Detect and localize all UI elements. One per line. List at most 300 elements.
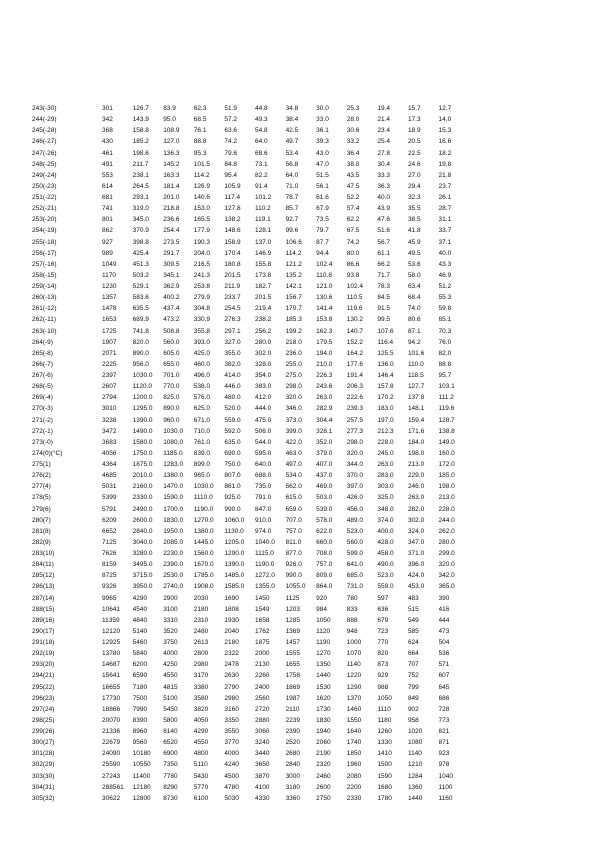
value-cell: 84.8 — [224, 160, 238, 168]
value-cell: 1070 — [346, 650, 362, 658]
value-cell: 62.3 — [193, 105, 207, 112]
row-label-cell: 276(2) — [32, 472, 51, 480]
value-cell: 32.3 — [407, 194, 421, 201]
value-cell: 988 — [377, 683, 389, 691]
value-cell: 319.0 — [132, 205, 149, 213]
value-cell: 70.3 — [438, 327, 452, 335]
value-cell: 19.4 — [377, 105, 390, 112]
value-cell: 4000 — [224, 750, 239, 758]
value-cell: 33.3 — [377, 171, 390, 179]
value-cell: 83.9 — [163, 105, 176, 112]
value-cell: 26.1 — [438, 194, 452, 201]
value-cell: 345.1 — [163, 271, 180, 279]
value-cell: 9560 — [132, 739, 148, 747]
value-cell: 74.2 — [346, 238, 360, 246]
row-label-cell: 253(-20) — [32, 216, 57, 224]
value-cell: 780 — [346, 594, 358, 602]
value-cell: 43.9 — [377, 205, 390, 213]
value-cell: 49.5 — [407, 249, 421, 257]
value-cell: 2680 — [285, 750, 301, 758]
value-cell: 2060 — [316, 739, 331, 747]
value-cell: 12800 — [132, 794, 151, 802]
table-row — [32, 559, 469, 570]
row-label-cell: 273(-0) — [32, 438, 53, 446]
value-cell: 847.0 — [254, 505, 272, 513]
value-cell: 2260 — [254, 672, 270, 680]
value-cell: 57.2 — [224, 116, 238, 124]
table-row — [32, 259, 469, 270]
row-label-cell: 270(-3) — [32, 405, 53, 413]
value-cell: 1260 — [377, 728, 392, 735]
value-cell: 1330 — [377, 739, 392, 747]
value-cell: 110.5 — [346, 294, 363, 302]
value-cell: 117.4 — [224, 194, 241, 201]
row-label-cell: 269(-4) — [32, 394, 53, 402]
value-cell: 958 — [407, 716, 419, 724]
value-cell: 127.7 — [407, 383, 425, 391]
value-cell: 17.3 — [407, 116, 421, 124]
value-cell: 3550 — [224, 728, 239, 735]
value-cell: 770 — [377, 639, 389, 646]
row-label-cell: 249(-24) — [32, 171, 57, 179]
value-cell: 368 — [102, 127, 113, 135]
value-cell: 529.1 — [132, 283, 149, 290]
value-cell: 146.9 — [254, 249, 272, 257]
row-label-cell: 285(12) — [32, 572, 55, 580]
value-cell: 119.6 — [438, 405, 455, 413]
value-cell: 61.1 — [377, 249, 390, 257]
table-row — [32, 225, 469, 236]
value-cell: 3440 — [254, 750, 270, 758]
value-cell: 143.9 — [132, 116, 149, 124]
value-cell: 645 — [438, 683, 450, 691]
value-cell: 10550 — [132, 761, 151, 769]
value-cell: 273.5 — [163, 238, 180, 246]
value-cell: 583.6 — [132, 294, 149, 302]
value-cell: 88.8 — [193, 138, 207, 146]
value-cell: 2840 — [285, 761, 301, 769]
value-cell: 506.0 — [254, 427, 272, 435]
value-cell: 1460 — [346, 705, 362, 713]
value-cell: 31.1 — [438, 216, 452, 224]
value-cell: 275.0 — [285, 372, 302, 379]
value-cell: 4050 — [193, 716, 209, 724]
table-row — [32, 381, 469, 392]
value-cell: 416 — [438, 605, 450, 613]
value-cell: 888 — [346, 616, 358, 624]
value-cell: 625.0 — [193, 405, 211, 413]
value-cell: 2225 — [102, 360, 117, 368]
value-cell: 461 — [102, 149, 113, 157]
value-cell: 5399 — [102, 494, 117, 502]
value-cell: 127.0 — [163, 138, 180, 146]
value-cell: 1190 — [316, 639, 331, 646]
row-label-cell: 244(-29) — [32, 116, 57, 124]
value-cell: 3495.0 — [132, 561, 153, 569]
value-cell: 213.0 — [438, 494, 455, 502]
value-cell: 399.0 — [285, 427, 302, 435]
value-cell: 347.0 — [407, 538, 425, 546]
table-row — [32, 136, 469, 147]
value-cell: 118.5 — [407, 372, 424, 379]
value-cell: 33.2 — [346, 138, 360, 146]
value-cell: 469.0 — [316, 483, 333, 491]
value-cell: 30.6 — [346, 127, 360, 135]
row-label-cell: 274(0)(°C) — [32, 449, 63, 457]
value-cell: 489.0 — [346, 516, 364, 524]
value-cell: 16655 — [102, 683, 121, 691]
value-cell: 2600.0 — [132, 516, 153, 524]
value-cell: 1160 — [438, 794, 453, 802]
value-cell: 444.0 — [254, 405, 272, 413]
value-cell: 1585.0 — [224, 583, 245, 591]
value-cell: 536 — [438, 650, 450, 658]
value-cell: 6520 — [163, 739, 178, 747]
value-cell: 19.8 — [438, 160, 452, 168]
value-cell: 20.5 — [407, 138, 421, 146]
value-cell: 6100 — [193, 794, 209, 802]
table-row — [32, 726, 469, 737]
value-cell: 146.4 — [377, 372, 394, 379]
value-cell: 1270 — [316, 650, 331, 658]
value-cell: 571 — [438, 661, 450, 669]
value-cell: 5770 — [193, 783, 209, 791]
value-cell: 68.5 — [193, 116, 207, 124]
value-cell: 2330 — [346, 794, 362, 802]
value-cell: 76.1 — [193, 127, 207, 135]
value-cell: 5800 — [163, 716, 178, 724]
value-cell: 5791 — [102, 505, 117, 513]
value-cell: 2790 — [224, 683, 239, 691]
value-cell: 382.0 — [224, 360, 241, 368]
table-row — [32, 359, 469, 370]
value-cell: 243.6 — [316, 383, 333, 391]
value-cell: 25.4 — [377, 138, 390, 146]
value-cell: 180.8 — [224, 260, 241, 268]
value-cell: 849 — [407, 694, 419, 702]
value-cell: 757.0 — [285, 527, 302, 535]
value-cell: 523.0 — [346, 527, 364, 535]
table-row — [32, 481, 469, 492]
value-cell: 2130 — [254, 661, 270, 669]
value-cell: 2600 — [316, 783, 331, 791]
value-cell: 38.0 — [346, 160, 360, 168]
value-cell: 3380 — [193, 683, 209, 691]
value-cell: 1580.0 — [132, 438, 153, 446]
value-cell: 752 — [407, 672, 419, 680]
value-cell: 974.0 — [254, 527, 272, 535]
value-cell: 64.0 — [285, 171, 299, 179]
value-cell: 107.6 — [377, 327, 394, 335]
value-cell: 219.4 — [254, 305, 272, 313]
value-cell: 156.7 — [285, 294, 302, 302]
value-cell: 102.4 — [346, 283, 364, 290]
table-row — [32, 348, 469, 359]
value-cell: 1640 — [346, 728, 362, 735]
value-cell: 324.0 — [407, 527, 425, 535]
value-cell: 1355.0 — [254, 583, 275, 591]
value-cell: 825.0 — [163, 394, 180, 402]
value-cell: 4550 — [163, 672, 178, 680]
row-label-cell: 297(24) — [32, 705, 55, 713]
value-cell: 1560.0 — [193, 550, 214, 557]
value-cell: 38.5 — [407, 216, 421, 224]
value-cell: 170.7 — [285, 305, 302, 313]
value-cell: 155.8 — [254, 260, 272, 268]
value-cell: 74.2 — [224, 138, 238, 146]
value-cell: 707.0 — [285, 516, 302, 524]
value-cell: 53.6 — [407, 260, 421, 268]
value-cell: 4240 — [224, 761, 239, 769]
value-cell: 1283.0 — [163, 461, 184, 468]
row-label-cell: 283(10) — [32, 550, 55, 557]
value-cell: 110.8 — [316, 271, 332, 279]
value-cell: 355.8 — [193, 327, 211, 335]
value-cell: 370.9 — [132, 227, 149, 235]
row-label-cell: 281(8) — [32, 527, 51, 535]
value-cell: 424.0 — [407, 572, 425, 580]
value-cell: 11400 — [132, 772, 151, 780]
value-cell: 821 — [438, 728, 450, 735]
table-row — [32, 570, 469, 581]
value-cell: 303.0 — [377, 483, 394, 491]
value-cell: 82.0 — [438, 349, 452, 357]
value-cell: 1457 — [285, 639, 301, 646]
value-cell: 99.5 — [377, 316, 390, 324]
value-cell: 1230 — [102, 283, 117, 290]
value-cell: 12.7 — [438, 105, 452, 112]
value-cell: 4685 — [102, 472, 117, 480]
value-cell: 302.0 — [254, 349, 272, 357]
value-cell: 496.0 — [193, 372, 211, 379]
value-cell: 30622 — [102, 794, 121, 802]
value-cell: 920 — [316, 594, 328, 602]
value-cell: 24090 — [102, 750, 121, 758]
value-cell: 40.0 — [377, 194, 390, 201]
value-cell: 95.4 — [224, 171, 238, 179]
value-cell: 67.9 — [316, 205, 329, 213]
value-cell: 965.0 — [193, 472, 211, 480]
value-cell: 483 — [407, 594, 419, 602]
value-cell: 839.0 — [193, 449, 211, 457]
value-cell: 2530.0 — [163, 572, 184, 580]
table-row — [32, 693, 469, 704]
row-label-cell: 264(-9) — [32, 338, 53, 346]
value-cell: 707 — [407, 661, 419, 669]
value-cell: 5031 — [102, 483, 117, 491]
value-cell: 301 — [102, 105, 113, 112]
value-cell: 397.0 — [346, 483, 364, 491]
value-cell: 153.0 — [193, 205, 211, 213]
value-cell: 86.6 — [346, 260, 360, 268]
value-cell: 27.0 — [407, 171, 421, 179]
value-cell: 3770 — [224, 739, 239, 747]
value-cell: 622.0 — [316, 527, 333, 535]
value-cell: 3060 — [254, 728, 270, 735]
value-cell: 56.1 — [316, 182, 329, 190]
value-cell: 890.0 — [132, 349, 149, 357]
value-cell: 342 — [102, 116, 113, 124]
table-row — [32, 314, 469, 325]
value-cell: 57.4 — [346, 205, 360, 213]
value-cell: 3870 — [254, 772, 270, 780]
value-cell: 923 — [438, 750, 450, 758]
value-cell: 44.8 — [254, 105, 268, 112]
value-cell: 1445.0 — [193, 538, 214, 546]
table-row — [32, 470, 469, 481]
value-cell: 3520 — [163, 627, 178, 635]
value-cell: 38.4 — [285, 116, 299, 124]
value-cell: 400.0 — [377, 527, 394, 535]
value-cell: 67.5 — [346, 227, 360, 235]
row-label-cell: 289(16) — [32, 616, 55, 624]
value-cell: 1030.0 — [193, 483, 214, 491]
value-cell: 1590.0 — [163, 494, 184, 502]
value-cell: 164.2 — [346, 349, 364, 357]
value-cell: 148.6 — [224, 227, 241, 235]
value-cell: 3360 — [285, 794, 301, 802]
value-cell: 2180 — [193, 605, 209, 613]
value-cell: 304.4 — [316, 416, 333, 424]
value-cell: 145.2 — [163, 160, 180, 168]
table-body — [32, 103, 469, 804]
value-cell: 1380.0 — [193, 527, 214, 535]
value-cell: 504 — [438, 639, 450, 646]
value-cell: 446.0 — [224, 383, 241, 391]
value-cell: 520.0 — [224, 405, 241, 413]
value-cell: 17730 — [102, 694, 121, 702]
value-cell: 7350 — [163, 761, 178, 769]
value-cell: 1440 — [316, 672, 331, 680]
table-row — [32, 303, 469, 314]
value-cell: 282.0 — [407, 505, 425, 513]
value-cell: 5460 — [132, 639, 148, 646]
value-cell: 820 — [377, 650, 389, 658]
value-cell: 655.0 — [163, 360, 180, 368]
table-row — [32, 148, 469, 159]
row-label-cell: 278(5) — [32, 494, 51, 502]
row-label-cell: 293(20) — [32, 661, 55, 669]
value-cell: 125.5 — [377, 349, 394, 357]
value-cell: 741.8 — [132, 327, 149, 335]
value-cell: 374.0 — [377, 516, 394, 524]
table-row — [32, 659, 469, 670]
value-cell: 228.0 — [377, 438, 394, 446]
table-row — [32, 181, 469, 192]
value-cell: 444 — [438, 616, 450, 624]
table-row — [32, 426, 469, 437]
value-cell: 2190 — [316, 750, 331, 758]
value-cell: 79.7 — [316, 227, 329, 235]
value-cell: 43.3 — [438, 260, 452, 268]
value-cell: 56.8 — [285, 160, 299, 168]
value-cell: 152.2 — [346, 338, 364, 346]
value-cell: 15.3 — [438, 127, 452, 135]
value-cell: 342.0 — [438, 572, 455, 580]
value-cell: 671.0 — [193, 416, 211, 424]
row-label-cell: 260(-13) — [32, 294, 57, 302]
row-label-cell: 266(-7) — [32, 360, 53, 368]
value-cell: 185.3 — [285, 316, 302, 324]
value-cell: 1808 — [224, 605, 239, 613]
value-cell: 320.0 — [438, 561, 455, 569]
table-row — [32, 125, 469, 136]
value-cell: 728 — [438, 705, 450, 713]
value-cell: 18.2 — [438, 149, 452, 157]
value-cell: 1830.0 — [163, 516, 184, 524]
value-cell: 3750 — [163, 639, 178, 646]
table-row — [32, 771, 469, 782]
table-row — [32, 270, 469, 281]
value-cell: 21336 — [102, 728, 121, 735]
value-cell: 101.2 — [254, 194, 272, 201]
row-label-cell: 257(-16) — [32, 260, 57, 268]
value-cell: 393.0 — [193, 338, 211, 346]
value-cell: 383.0 — [254, 383, 272, 391]
value-cell: 51.5 — [316, 171, 329, 179]
value-cell: 121.0 — [316, 283, 333, 290]
value-cell: 15.7 — [407, 105, 421, 112]
value-cell: 1830 — [316, 716, 331, 724]
value-cell: 614 — [102, 182, 113, 190]
value-cell: 1055.0 — [285, 583, 306, 591]
value-cell: 503.2 — [132, 271, 149, 279]
value-cell: 1120 — [316, 627, 331, 635]
value-cell: 3040.0 — [132, 538, 153, 546]
value-cell: 165.5 — [193, 216, 211, 224]
value-cell: 2478 — [224, 661, 239, 669]
value-cell: 22.5 — [407, 149, 421, 157]
value-cell: 288561 — [102, 783, 124, 791]
value-cell: 119.6 — [346, 305, 363, 313]
value-cell: 515 — [407, 605, 419, 613]
value-cell: 280.0 — [438, 538, 455, 546]
value-cell: 283.0 — [377, 472, 394, 480]
value-cell: 11359 — [102, 616, 120, 624]
value-cell: 1869 — [285, 683, 301, 691]
value-cell: 15641 — [102, 672, 121, 680]
value-cell: 37.1 — [438, 238, 452, 246]
value-cell: 1205.0 — [224, 538, 245, 546]
value-cell: 111.2 — [438, 394, 454, 402]
value-cell: 926.0 — [285, 561, 302, 569]
row-label-cell: 286(13) — [32, 583, 55, 591]
value-cell: 1272.0 — [254, 572, 275, 580]
row-label-cell: 295(22) — [32, 683, 55, 691]
table-row — [32, 737, 469, 748]
value-cell: 12925 — [102, 639, 121, 646]
value-cell: 688.0 — [254, 472, 272, 480]
value-cell: 379.0 — [316, 449, 333, 457]
value-cell: 1080.0 — [163, 438, 184, 446]
value-cell: 426.0 — [346, 494, 364, 502]
value-cell: 2230.0 — [163, 550, 184, 557]
row-label-cell: 287(14) — [32, 594, 55, 602]
value-cell: 263.0 — [316, 394, 333, 402]
value-cell: 929 — [377, 672, 389, 680]
value-cell: 33.7 — [438, 227, 452, 235]
value-cell: 615.0 — [285, 494, 302, 502]
value-cell: 430 — [102, 138, 113, 146]
value-cell: 158.9 — [224, 238, 241, 246]
value-cell: 198.6 — [132, 149, 149, 157]
value-cell: 24.6 — [407, 160, 421, 168]
value-cell: 63.4 — [407, 283, 421, 290]
value-cell: 172.0 — [438, 461, 455, 468]
table-row — [32, 782, 469, 793]
value-cell: 280.0 — [254, 338, 272, 346]
value-cell: 12180 — [132, 783, 151, 791]
